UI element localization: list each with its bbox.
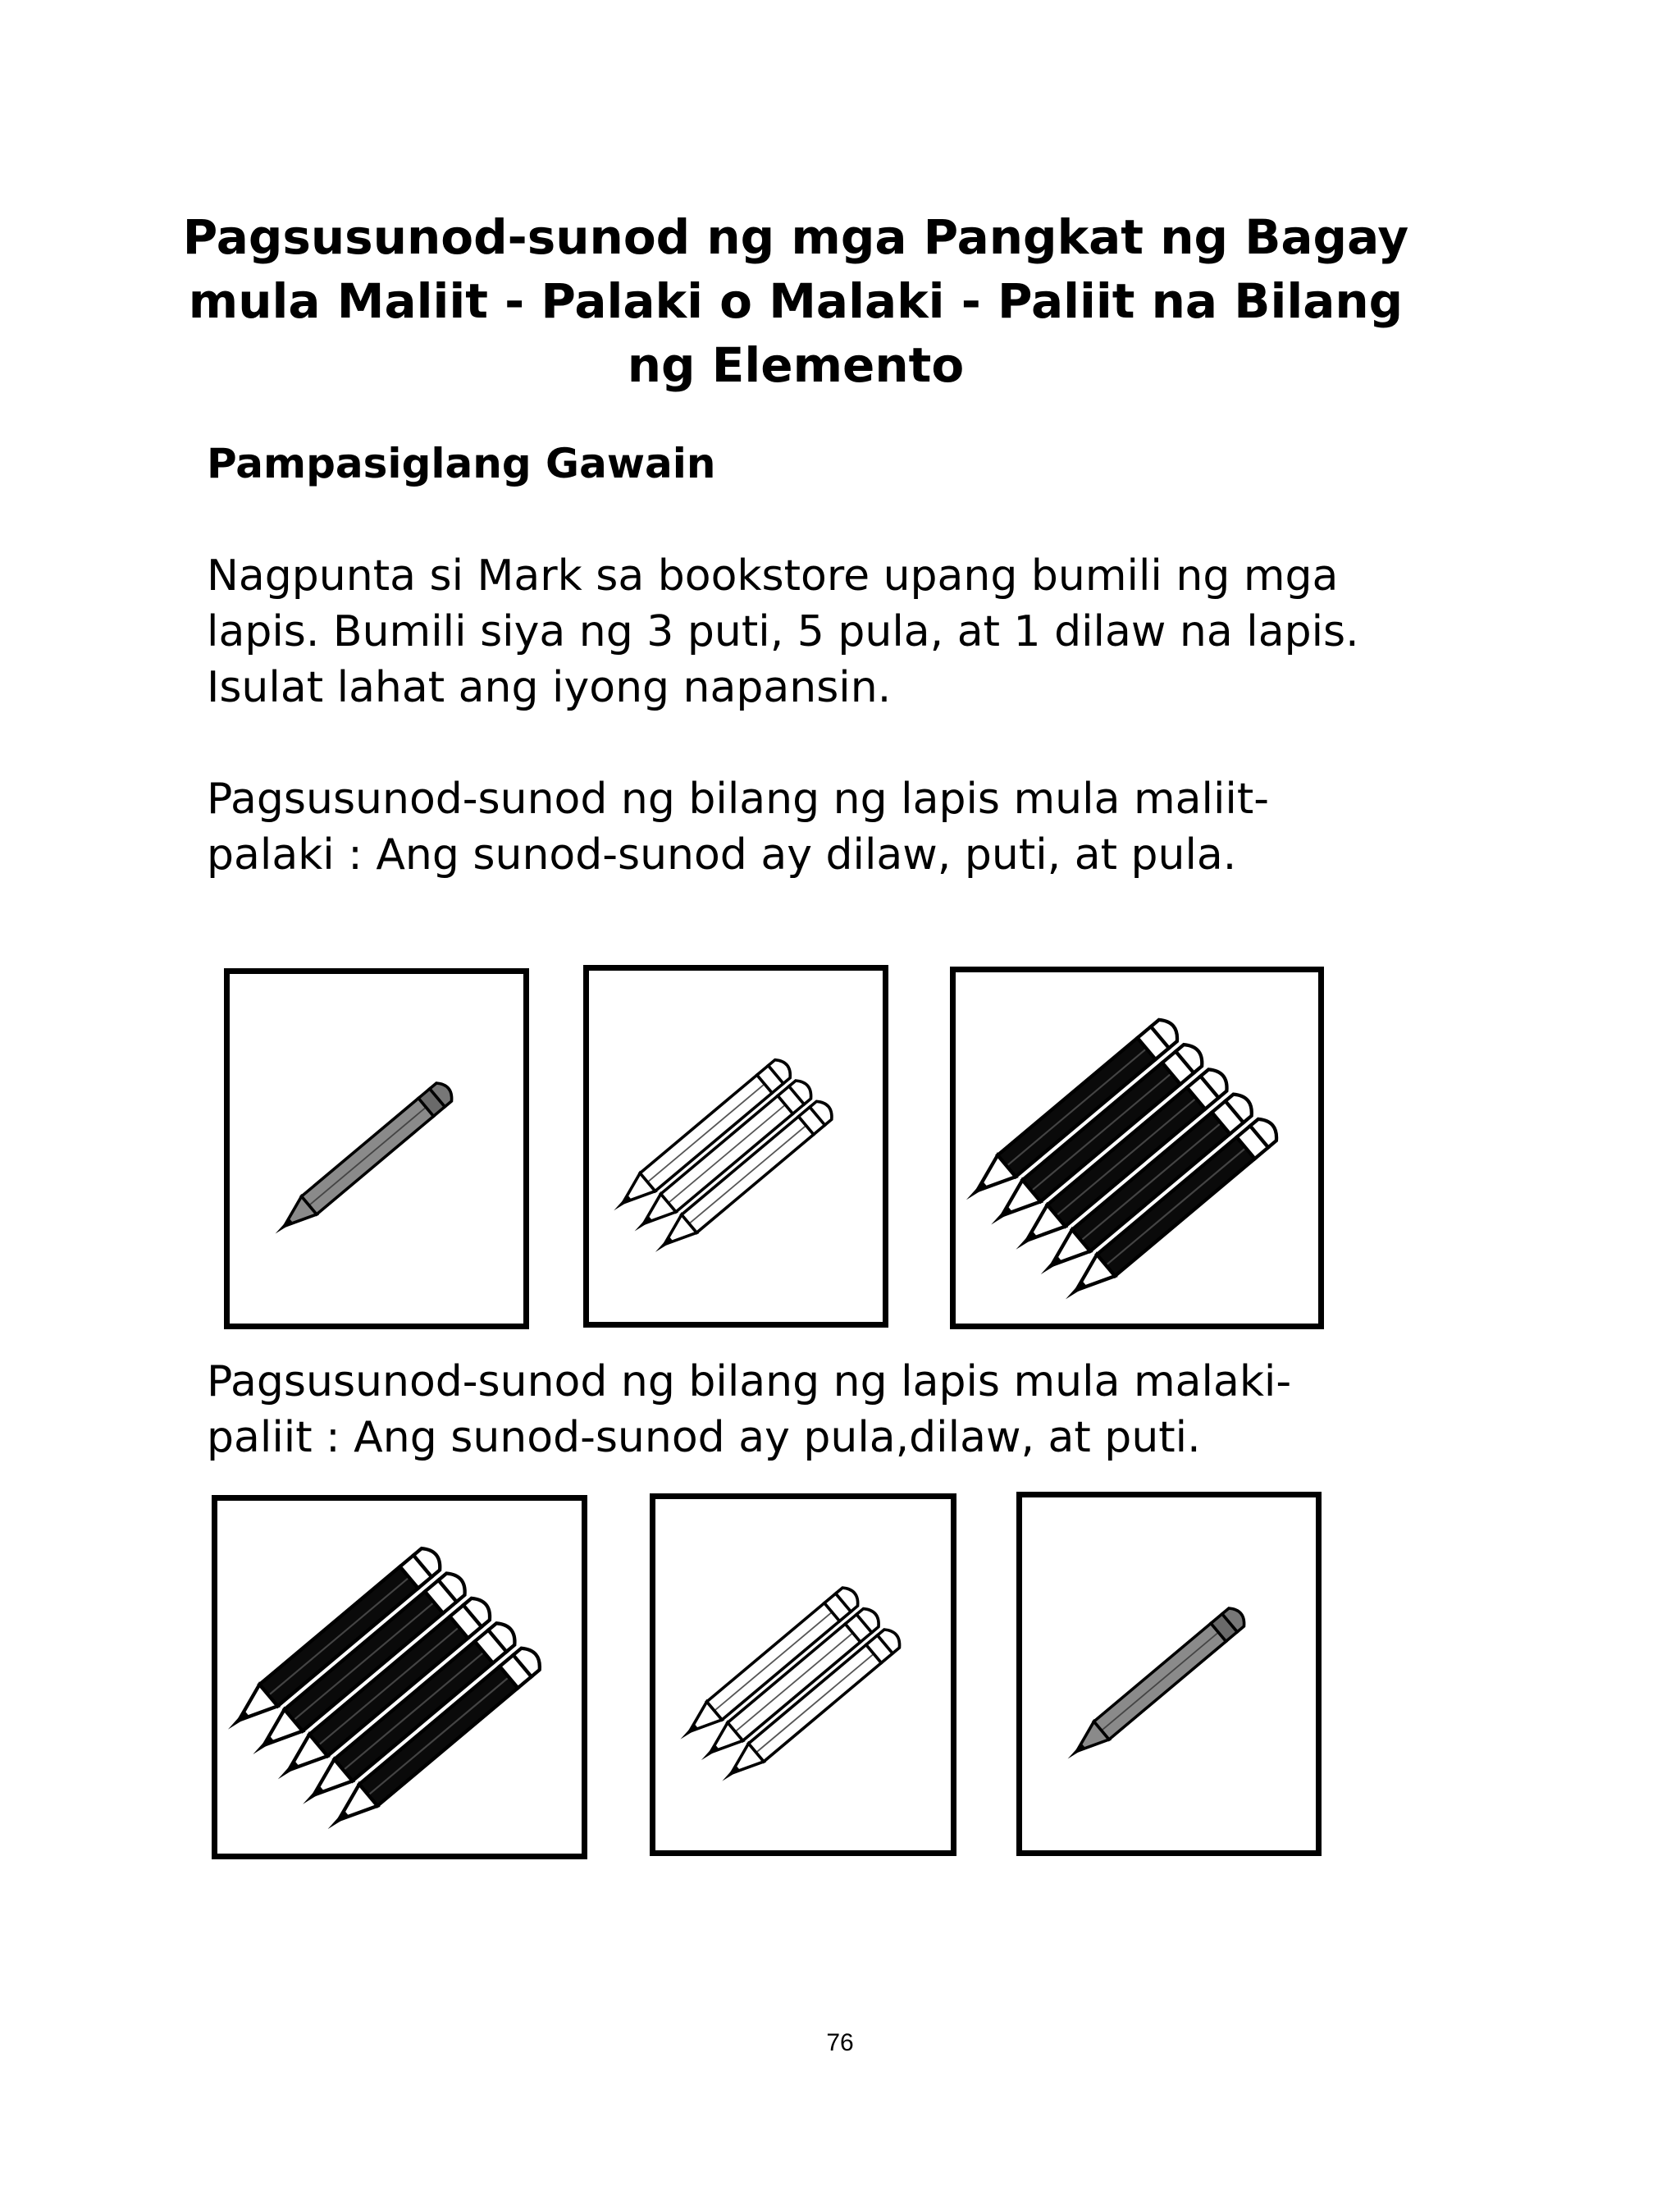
page-title xyxy=(164,205,1427,397)
descending-line-2: paliit : Ang sunod-sunod ay pula,dilaw, at puti. xyxy=(207,1413,1201,1462)
pencil-icon xyxy=(267,1079,456,1242)
pencil-group xyxy=(1022,1497,1316,1850)
pencil-box-ascending-2 xyxy=(583,965,888,1328)
intro-line-1: Nagpunta si Mark sa bookstore upang bumili ng mga xyxy=(207,551,1339,601)
descending-line-1: Pagsusunod-sunod ng bilang ng lapis mula malaki- xyxy=(207,1357,1292,1406)
ascending-paragraph xyxy=(207,771,1486,883)
title-line-2: mula Maliit - Palaki o Malaki - Paliit na Bilang xyxy=(188,273,1404,329)
pencil-box-descending-2 xyxy=(650,1493,956,1856)
descending-paragraph xyxy=(207,1354,1486,1465)
ascending-line-2: palaki : Ang sunod-sunod ay dilaw, puti, at pula. xyxy=(207,830,1237,880)
title-line-3: ng Elemento xyxy=(627,337,965,393)
pencil-box-ascending-1 xyxy=(224,968,529,1329)
pencil-box-ascending-3 xyxy=(950,967,1324,1329)
intro-paragraph xyxy=(207,548,1486,716)
pencil-group xyxy=(217,1501,582,1854)
intro-line-2: lapis. Bumili siya ng 3 puti, 5 pula, at 1 dilaw na lapis. xyxy=(207,607,1359,656)
pencil-group xyxy=(956,972,1318,1324)
ascending-line-1: Pagsusunod-sunod ng bilang ng lapis mula maliit- xyxy=(207,775,1269,824)
pencil-box-descending-1 xyxy=(212,1495,587,1859)
section-heading: Pampasiglang Gawain xyxy=(207,440,716,487)
intro-line-3: Isulat lahat ang iyong napansin. xyxy=(207,663,892,712)
pencil-group xyxy=(230,974,523,1324)
pencil-icon xyxy=(1060,1604,1249,1767)
pencil-group xyxy=(589,971,883,1322)
page-number: 76 xyxy=(826,2029,854,2056)
pencil-group xyxy=(655,1499,951,1850)
pencil-box-descending-3 xyxy=(1016,1492,1322,1856)
title-line-1: Pagsusunod-sunod ng mga Pangkat ng Bagay xyxy=(182,209,1409,265)
